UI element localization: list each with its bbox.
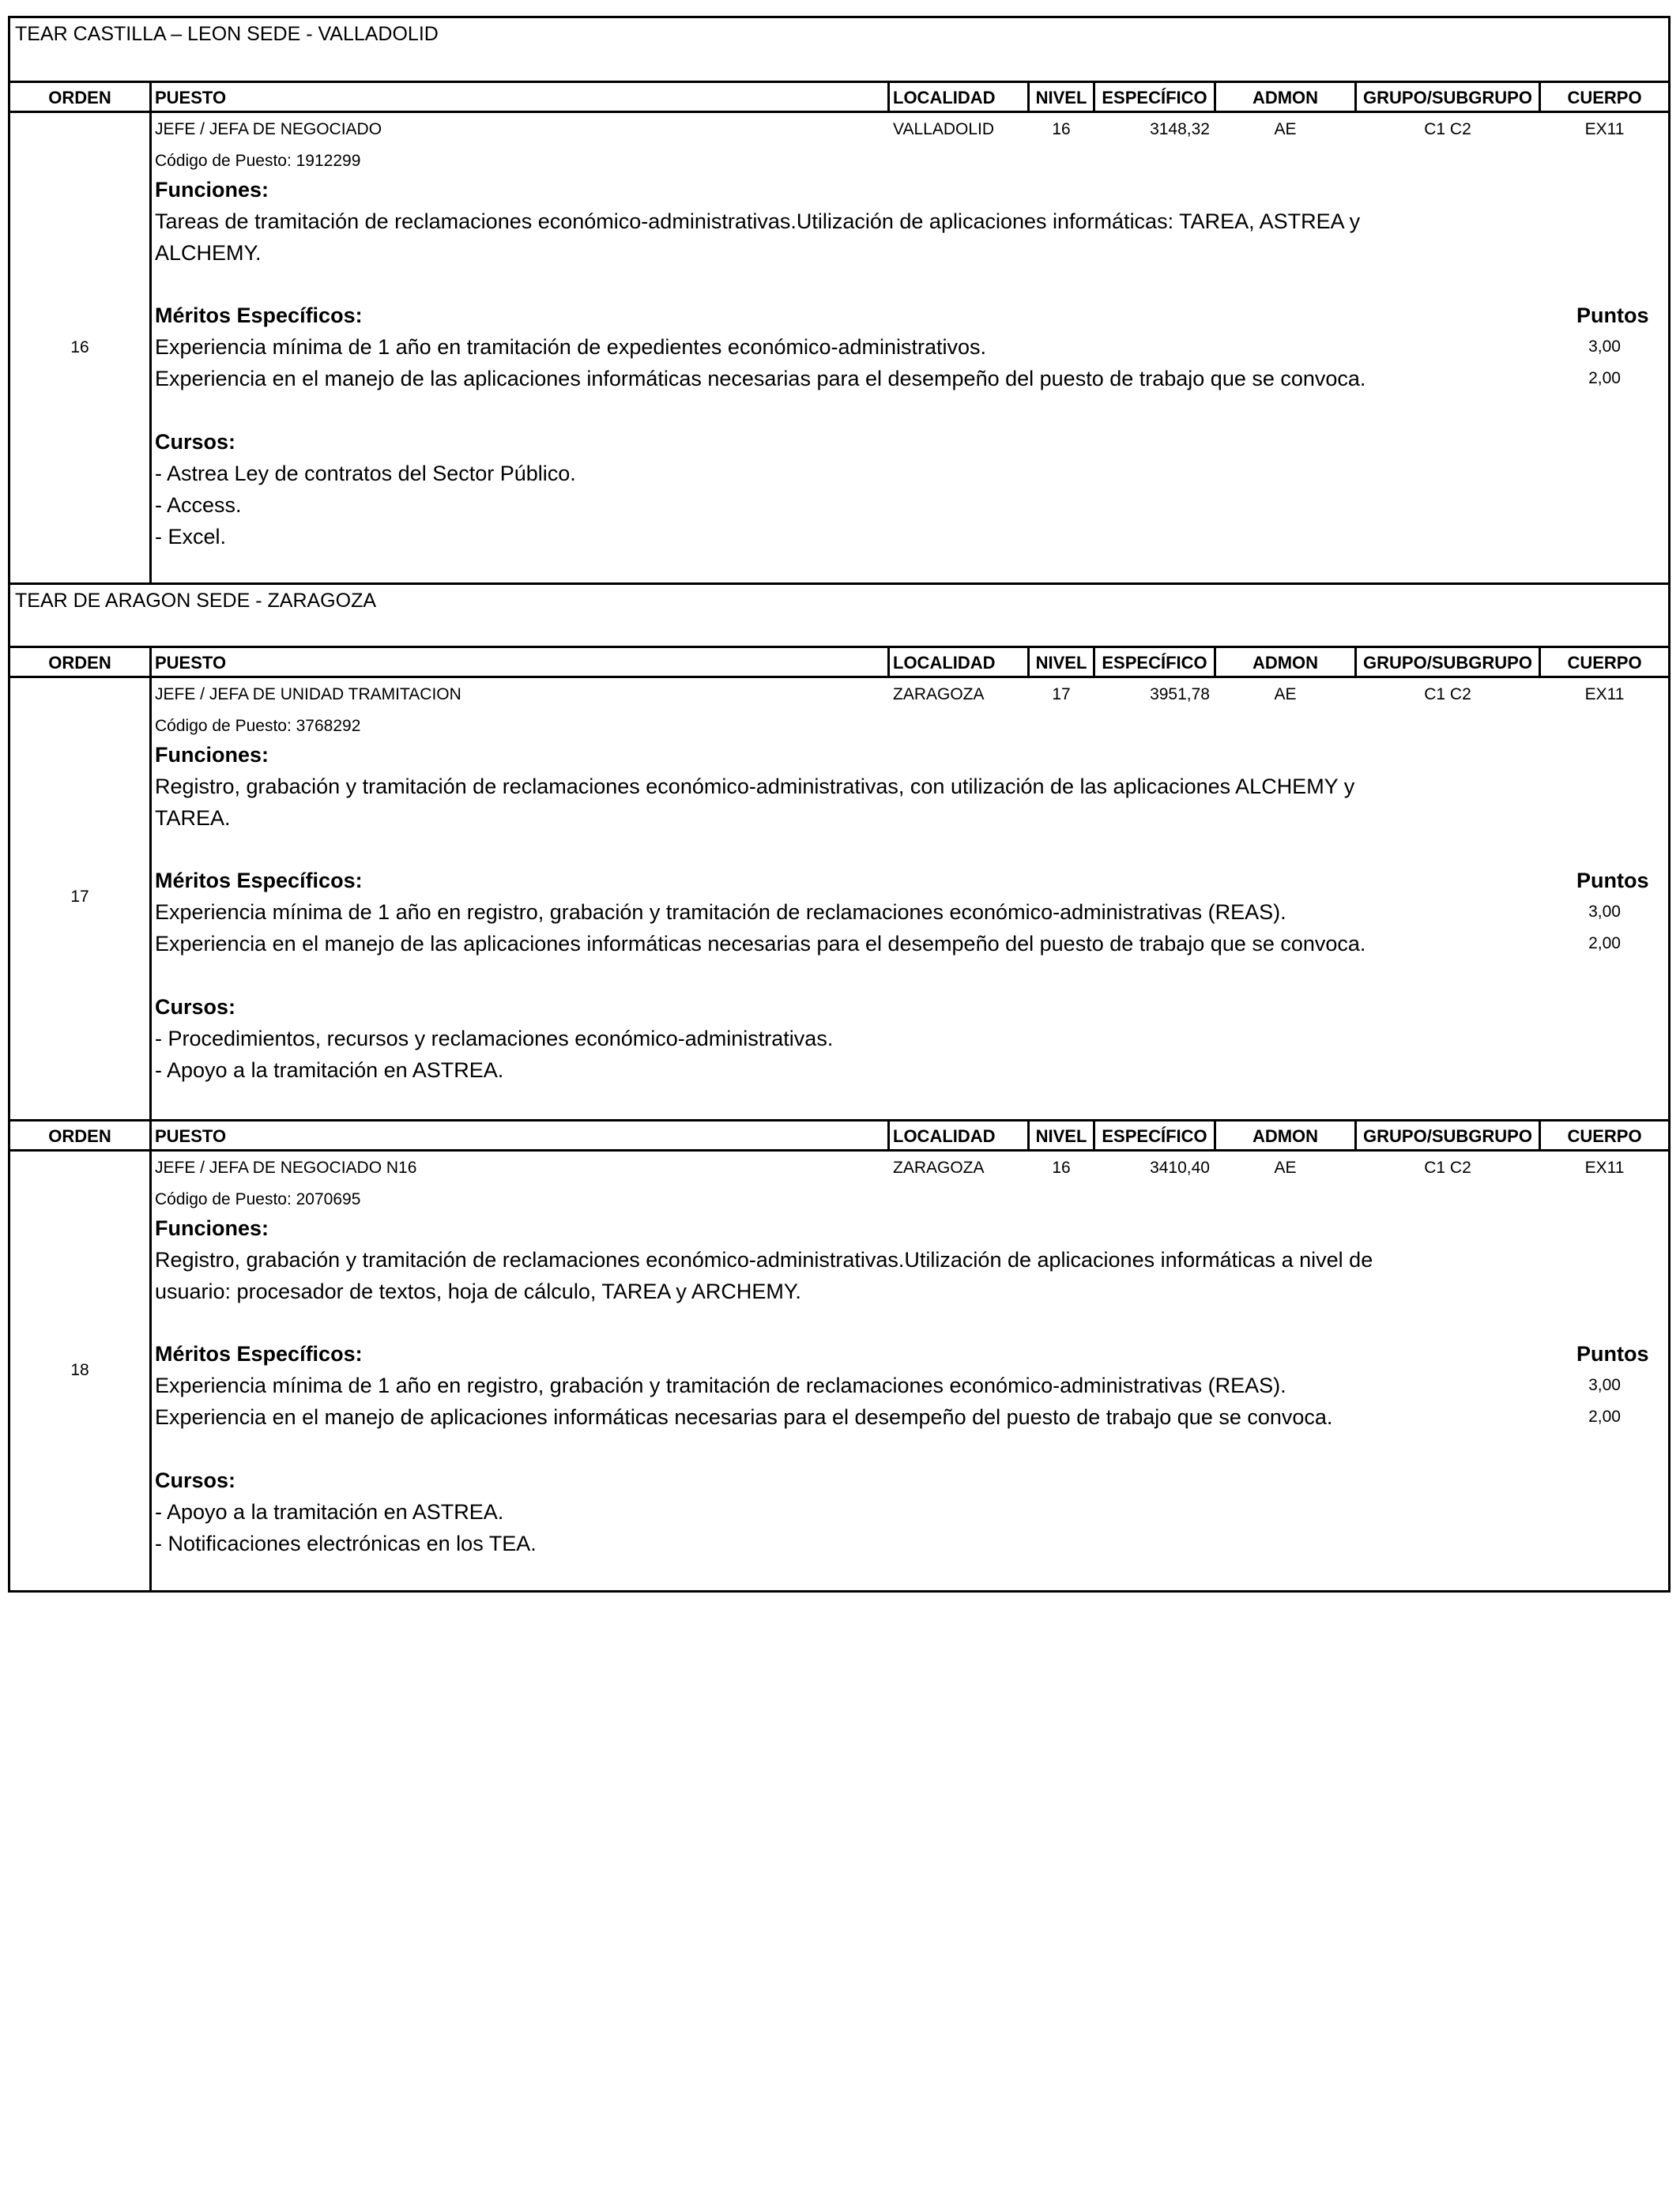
header-cuerpo: CUERPO	[1567, 653, 1642, 673]
header-localidad: LOCALIDAD	[893, 88, 996, 107]
entry-row	[8, 1152, 1671, 1592]
localidad-value: VALLADOLID	[893, 120, 994, 138]
cursos-label: Cursos:	[155, 430, 236, 454]
funciones-line: Registro, grabación y tramitación de reclamaciones económico-administrativas.Utilización de aplicaciones informáticas a nivel de	[155, 1248, 1373, 1272]
divider	[887, 83, 890, 111]
curso-item: - Excel.	[155, 525, 227, 548]
curso-item: - Procedimientos, recursos y reclamaciones económico-administrativas.	[155, 1027, 834, 1050]
nivel-value: 17	[1052, 685, 1071, 703]
cuerpo-value: EX11	[1584, 120, 1625, 138]
divider	[149, 113, 152, 584]
funciones-label: Funciones:	[155, 178, 269, 202]
orden-value: 16	[70, 338, 89, 356]
header-cuerpo: CUERPO	[1567, 1126, 1642, 1146]
header-localidad: LOCALIDAD	[893, 653, 996, 673]
header-admon: ADMON	[1252, 1126, 1319, 1146]
puesto-value: JEFE / JEFA DE NEGOCIADO	[155, 120, 382, 138]
funciones-line: usuario: procesador de textos, hoja de cálculo, TAREA y ARCHEMY.	[155, 1280, 801, 1303]
funciones-line: Registro, grabación y tramitación de reclamaciones económico-administrativas, con utilización de las aplicaciones ALCHEMY y	[155, 775, 1355, 798]
codigo-puesto: Código de Puesto: 2070695	[155, 1190, 361, 1208]
meritos-label: Méritos Específicos:	[155, 869, 363, 892]
table-header	[8, 81, 1671, 113]
admon-value: AE	[1274, 1159, 1297, 1177]
header-puesto: PUESTO	[155, 1126, 227, 1146]
table-bottom-border	[8, 1590, 1671, 1593]
divider	[149, 83, 152, 111]
header-admon: ADMON	[1252, 653, 1319, 673]
header-puesto: PUESTO	[155, 653, 227, 673]
cuerpo-value: EX11	[1584, 1159, 1625, 1177]
section-title	[8, 16, 1671, 81]
divider	[149, 1152, 152, 1592]
orden-value: 17	[70, 888, 89, 906]
funciones-line: Tareas de tramitación de reclamaciones económico-administrativas.Utilización de aplicaciones informáticas: TAREA, ASTREA y	[155, 209, 1361, 233]
orden-value: 18	[70, 1361, 89, 1379]
header-especifico: ESPECÍFICO	[1102, 88, 1207, 107]
header-especifico: ESPECÍFICO	[1102, 1126, 1207, 1146]
merito-puntos: 2,00	[1588, 369, 1621, 387]
grupo-value: C1 C2	[1424, 1159, 1471, 1177]
grupo-value: C1 C2	[1424, 685, 1471, 703]
admon-value: AE	[1274, 120, 1297, 138]
header-nivel: NIVEL	[1035, 88, 1087, 107]
merito-text: Experiencia en el manejo de aplicaciones informáticas necesarias para el desempeño del puesto de trabajo que se convoca.	[155, 1405, 1333, 1429]
nivel-value: 16	[1052, 120, 1071, 138]
puntos-label: Puntos	[1576, 303, 1649, 327]
curso-item: - Astrea Ley de contratos del Sector Público.	[155, 462, 576, 485]
curso-item: - Apoyo a la tramitación en ASTREA.	[155, 1500, 504, 1524]
header-especifico: ESPECÍFICO	[1102, 653, 1207, 673]
header-admon: ADMON	[1252, 88, 1319, 107]
cursos-label: Cursos:	[155, 1468, 236, 1492]
divider	[887, 648, 890, 676]
merito-text: Experiencia mínima de 1 año en registro, grabación y tramitación de reclamaciones económico-administrativas (REAS).	[155, 1374, 1286, 1397]
header-orden: ORDEN	[48, 1126, 111, 1146]
especifico-value: 3410,40	[1150, 1159, 1210, 1177]
merito-puntos: 3,00	[1588, 337, 1621, 356]
header-localidad: LOCALIDAD	[893, 1126, 996, 1146]
table-header	[8, 1119, 1671, 1152]
localidad-value: ZARAGOZA	[893, 1159, 985, 1177]
meritos-label: Méritos Específicos:	[155, 303, 363, 327]
header-grupo: GRUPO/SUBGRUPO	[1363, 88, 1532, 107]
especifico-value: 3148,32	[1150, 120, 1210, 138]
header-puesto: PUESTO	[155, 88, 227, 107]
puntos-label: Puntos	[1576, 869, 1649, 892]
funciones-label: Funciones:	[155, 743, 269, 767]
entry-row	[8, 678, 1671, 1121]
merito-text: Experiencia en el manejo de las aplicaciones informáticas necesarias para el desempeño del puesto de trabajo que se convoca.	[155, 367, 1366, 390]
merito-puntos: 2,00	[1588, 934, 1621, 952]
header-orden: ORDEN	[48, 653, 111, 673]
section-title-text: TEAR DE ARAGON SEDE - ZARAGOZA	[15, 590, 377, 612]
grupo-value: C1 C2	[1424, 120, 1471, 138]
merito-puntos: 3,00	[1588, 903, 1621, 921]
codigo-puesto: Código de Puesto: 1912299	[155, 152, 361, 170]
merito-text: Experiencia en el manejo de las aplicaciones informáticas necesarias para el desempeño del puesto de trabajo que se convoca.	[155, 932, 1366, 956]
merito-text: Experiencia mínima de 1 año en tramitación de expedientes económico-administrativos.	[155, 335, 987, 359]
header-grupo: GRUPO/SUBGRUPO	[1363, 1126, 1532, 1146]
funciones-line: ALCHEMY.	[155, 241, 262, 265]
header-nivel: NIVEL	[1035, 653, 1087, 673]
curso-item: - Notificaciones electrónicas en los TEA.	[155, 1532, 537, 1555]
especifico-value: 3951,78	[1150, 685, 1210, 703]
divider	[149, 1122, 152, 1149]
entry-row	[8, 113, 1671, 584]
curso-item: - Apoyo a la tramitación en ASTREA.	[155, 1058, 504, 1082]
cuerpo-value: EX11	[1584, 685, 1625, 703]
meritos-label: Méritos Específicos:	[155, 1342, 363, 1366]
table-header	[8, 646, 1671, 678]
divider	[149, 648, 152, 676]
codigo-puesto: Código de Puesto: 3768292	[155, 717, 361, 735]
puntos-label: Puntos	[1576, 1342, 1649, 1366]
header-cuerpo: CUERPO	[1567, 88, 1642, 107]
funciones-line: TAREA.	[155, 806, 231, 830]
header-nivel: NIVEL	[1035, 1126, 1087, 1146]
divider	[887, 1122, 890, 1149]
header-orden: ORDEN	[48, 88, 111, 107]
cursos-label: Cursos:	[155, 995, 236, 1019]
puesto-value: JEFE / JEFA DE UNIDAD TRAMITACION	[155, 685, 461, 703]
nivel-value: 16	[1052, 1159, 1071, 1177]
divider	[149, 678, 152, 1121]
merito-puntos: 3,00	[1588, 1376, 1621, 1394]
merito-puntos: 2,00	[1588, 1408, 1621, 1426]
curso-item: - Access.	[155, 493, 242, 517]
localidad-value: ZARAGOZA	[893, 685, 985, 703]
funciones-label: Funciones:	[155, 1216, 269, 1240]
merito-text: Experiencia mínima de 1 año en registro, grabación y tramitación de reclamaciones económico-administrativas (REAS).	[155, 900, 1286, 924]
header-grupo: GRUPO/SUBGRUPO	[1363, 653, 1532, 673]
section-title	[8, 582, 1671, 647]
puesto-value: JEFE / JEFA DE NEGOCIADO N16	[155, 1159, 417, 1177]
admon-value: AE	[1274, 685, 1297, 703]
section-title-text: TEAR CASTILLA – LEON SEDE - VALLADOLID	[15, 23, 439, 45]
